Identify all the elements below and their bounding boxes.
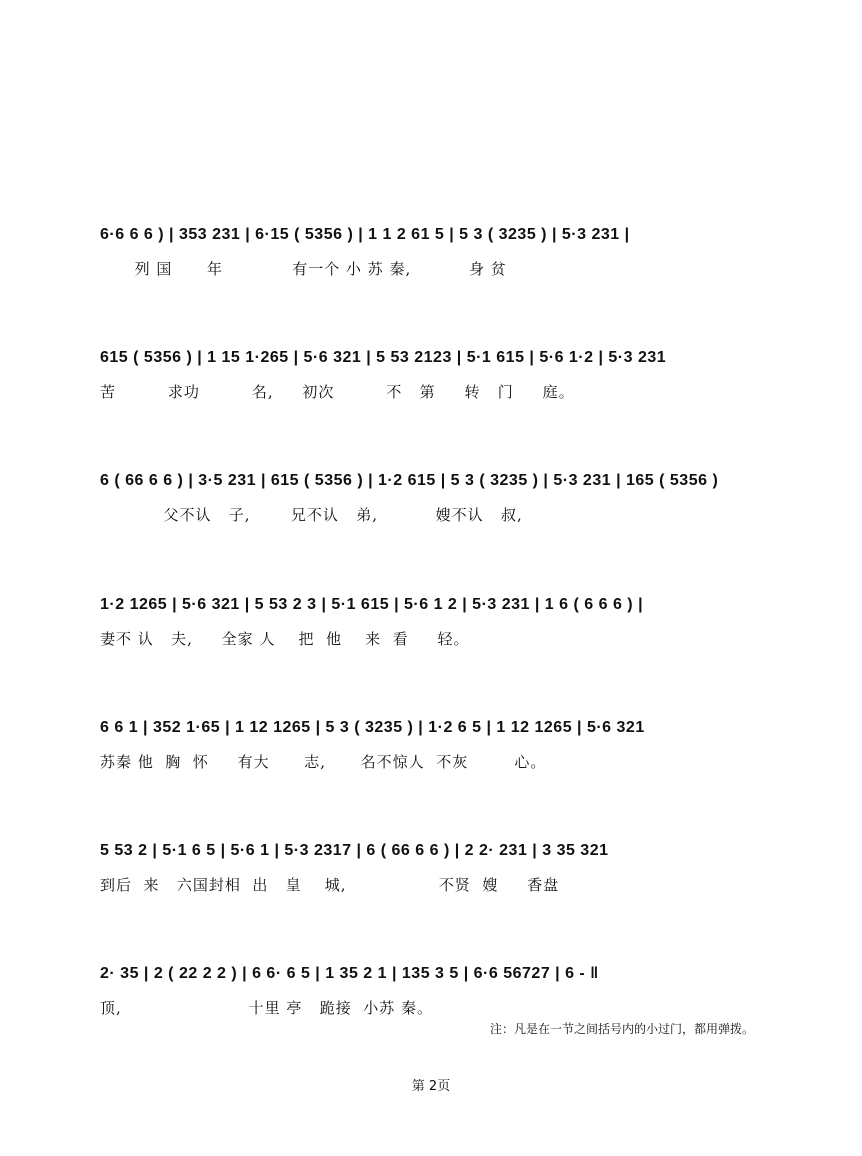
notation-line: 6 ( 66 6 6 ) | 3·5 231 | 615 ( 5356 ) | 1·2 615 | 5 3 ( 3235 ) | 5·3 231 | 165 ( 5356 ): [100, 472, 719, 489]
lyrics-line: 父不认 子, 兄不认 弟, 嫂不认 叔,: [100, 506, 523, 524]
lyrics-line: 顶, 十里 亭 跪接 小苏 秦。: [100, 999, 434, 1017]
notation-line: 6 6 1 | 352 1·65 | 1 12 1265 | 5 3 ( 3235 ) | 1·2 6 5 | 1 12 1265 | 5·6 321: [100, 719, 645, 736]
lyrics-line: 苏秦 他 胸 怀 有大 志, 名不惊人 不灰 心。: [100, 753, 547, 771]
notation-line: 2· 35 | 2 ( 22 2 2 ) | 6 6· 6 5 | 1 35 2 1 | 135 3 5 | 6·6 56727 | 6 - ‖: [100, 965, 599, 982]
lyrics-line: 妻不 认 夫, 全家 人 把 他 来 看 轻。: [100, 630, 470, 648]
lyrics-line: 列 国 年 有一个 小 苏 秦, 身 贫: [100, 260, 507, 278]
notation-line: 1·2 1265 | 5·6 321 | 5 53 2 3 | 5·1 615 | 5·6 1 2 | 5·3 231 | 1 6 ( 6 6 6 ) |: [100, 596, 644, 613]
lyrics-line: 到后 来 六国封相 出 皇 城, 不贤 嫂 香盘: [100, 876, 560, 894]
notation-line: 615 ( 5356 ) | 1 15 1·265 | 5·6 321 | 5 53 2123 | 5·1 615 | 5·6 1·2 | 5·3 231: [100, 349, 667, 366]
page-number: 第 2页: [411, 1079, 451, 1094]
footnote: 注：凡是在一节之间括号内的小过门，都用弹拨。: [490, 1022, 755, 1036]
notation-line: 6·6 6 6 ) | 353 231 | 6·15 ( 5356 ) | 1 1 2 61 5 | 5 3 ( 3235 ) | 5·3 231 |: [100, 226, 630, 243]
lyrics-line: 苦 求功 名, 初次 不 第 转 门 庭。: [100, 383, 575, 401]
notation-line: 5 53 2 | 5·1 6 5 | 5·6 1 | 5·3 2317 | 6 ( 66 6 6 ) | 2 2· 231 | 3 35 321: [100, 842, 609, 859]
